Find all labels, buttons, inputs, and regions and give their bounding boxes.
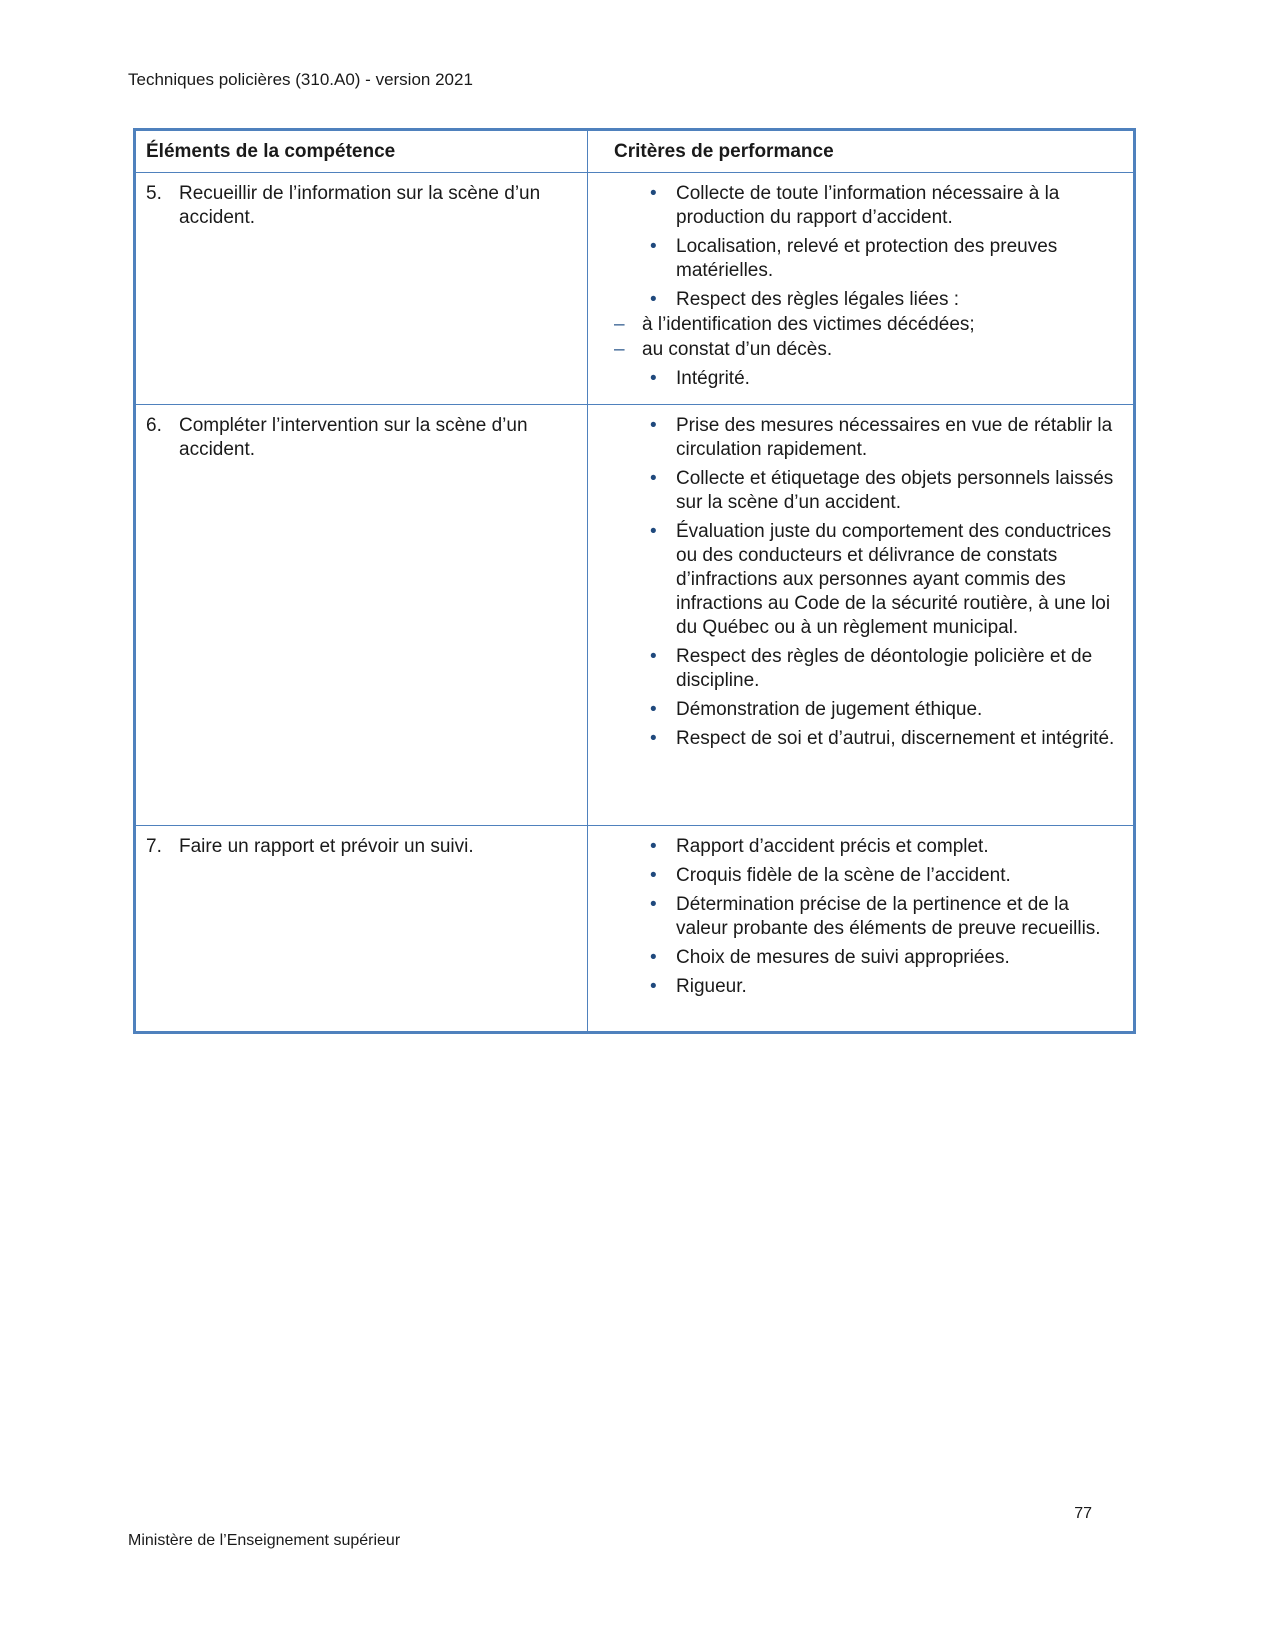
criterion-item bbox=[588, 414, 1119, 462]
page-number: 77 bbox=[1074, 1505, 1092, 1522]
bullet-icon bbox=[650, 864, 676, 888]
criterion-item bbox=[588, 367, 1119, 391]
table-row bbox=[136, 172, 1133, 404]
column-header-elements: Éléments de la compétence bbox=[136, 131, 588, 172]
criterion-item bbox=[588, 645, 1119, 693]
element-text: Compléter l’intervention sur la scène d’un accident. bbox=[179, 415, 528, 460]
criterion-text: Prise des mesures nécessaires en vue de rétablir la circulation rapidement. bbox=[676, 415, 1113, 460]
criterion-text: Localisation, relevé et protection des preuves matérielles. bbox=[676, 236, 1058, 281]
criterion-item bbox=[588, 467, 1119, 515]
criterion-item bbox=[588, 288, 1119, 312]
running-header: Techniques policières (310.A0) - version 2021 bbox=[128, 70, 473, 89]
bullet-icon bbox=[650, 645, 676, 693]
criterion-text: Respect des règles de déontologie policière et de discipline. bbox=[676, 646, 1093, 691]
criterion-item bbox=[588, 946, 1119, 970]
criterion-text: Choix de mesures de suivi appropriées. bbox=[676, 947, 1010, 968]
bullet-icon bbox=[650, 182, 676, 230]
bullet-icon bbox=[650, 414, 676, 462]
bullet-icon bbox=[650, 835, 676, 859]
bullet-icon bbox=[650, 520, 676, 640]
table-row bbox=[136, 825, 1133, 1031]
subitem-text: au constat d’un décès. bbox=[642, 339, 833, 360]
criterion-text: Évaluation juste du comportement des conductrices ou des conducteurs et délivrance de constats d’infractions aux personnes ayant commis des infractions au Code de la sécurité routière, à une loi du Québec ou à un règlement municipal. bbox=[676, 521, 1112, 638]
criteria-list bbox=[588, 835, 1119, 999]
bullet-icon bbox=[650, 698, 676, 722]
criterion-item bbox=[588, 975, 1119, 999]
criterion-item bbox=[588, 864, 1119, 888]
criteria-cell bbox=[588, 405, 1133, 825]
subitem-text: à l’identification des victimes décédées; bbox=[642, 314, 975, 335]
criterion-subitem bbox=[588, 338, 1119, 362]
criterion-text: Respect de soi et d’autrui, discernement et intégrité. bbox=[676, 728, 1115, 749]
criterion-text: Rapport d’accident précis et complet. bbox=[676, 836, 989, 857]
criterion-item bbox=[588, 727, 1119, 751]
criteria-list bbox=[588, 414, 1119, 751]
criterion-text: Démonstration de jugement éthique. bbox=[676, 699, 983, 720]
criterion-subitem bbox=[588, 313, 1119, 337]
table-row bbox=[136, 404, 1133, 825]
criterion-item bbox=[588, 235, 1119, 283]
dash-icon bbox=[614, 338, 642, 362]
criterion-text: Collecte de toute l’information nécessaire à la production du rapport d’accident. bbox=[676, 183, 1060, 228]
competency-table bbox=[133, 128, 1136, 1034]
element-text: Recueillir de l’information sur la scène d’un accident. bbox=[179, 183, 541, 228]
bullet-icon bbox=[650, 467, 676, 515]
criterion-item bbox=[588, 182, 1119, 230]
bullet-icon bbox=[650, 288, 676, 312]
criterion-text: Rigueur. bbox=[676, 976, 747, 997]
bullet-icon bbox=[650, 975, 676, 999]
bullet-icon bbox=[650, 235, 676, 283]
criterion-text: Respect des règles légales liées : bbox=[676, 289, 960, 310]
element-text: Faire un rapport et prévoir un suivi. bbox=[179, 836, 474, 857]
criterion-item bbox=[588, 698, 1119, 722]
criterion-text: Croquis fidèle de la scène de l’accident. bbox=[676, 865, 1011, 886]
criterion-item bbox=[588, 893, 1119, 941]
bullet-icon bbox=[650, 893, 676, 941]
criterion-text: Détermination précise de la pertinence et de la valeur probante des éléments de preuve recueillis. bbox=[676, 894, 1101, 939]
criterion-text: Collecte et étiquetage des objets personnels laissés sur la scène d’un accident. bbox=[676, 468, 1114, 513]
column-header-criteria: Critères de performance bbox=[614, 141, 834, 162]
element-cell bbox=[136, 826, 588, 1031]
bullet-icon bbox=[650, 946, 676, 970]
criterion-item bbox=[588, 520, 1119, 640]
element-number: 5. bbox=[146, 183, 162, 204]
bullet-icon bbox=[650, 367, 676, 391]
criterion-text: Intégrité. bbox=[676, 368, 750, 389]
element-cell bbox=[136, 405, 588, 825]
running-footer: Ministère de l’Enseignement supérieur bbox=[128, 1532, 401, 1549]
criteria-list bbox=[588, 182, 1119, 391]
element-number: 7. bbox=[146, 836, 162, 857]
bullet-icon bbox=[650, 727, 676, 751]
element-item bbox=[146, 835, 575, 859]
element-cell bbox=[136, 173, 588, 404]
criteria-cell bbox=[588, 173, 1133, 404]
element-item bbox=[146, 182, 575, 230]
element-item bbox=[146, 414, 575, 462]
element-number: 6. bbox=[146, 415, 162, 436]
criteria-cell bbox=[588, 826, 1133, 1031]
criterion-item bbox=[588, 835, 1119, 859]
dash-icon bbox=[614, 313, 642, 337]
table-header-row bbox=[136, 131, 1133, 172]
